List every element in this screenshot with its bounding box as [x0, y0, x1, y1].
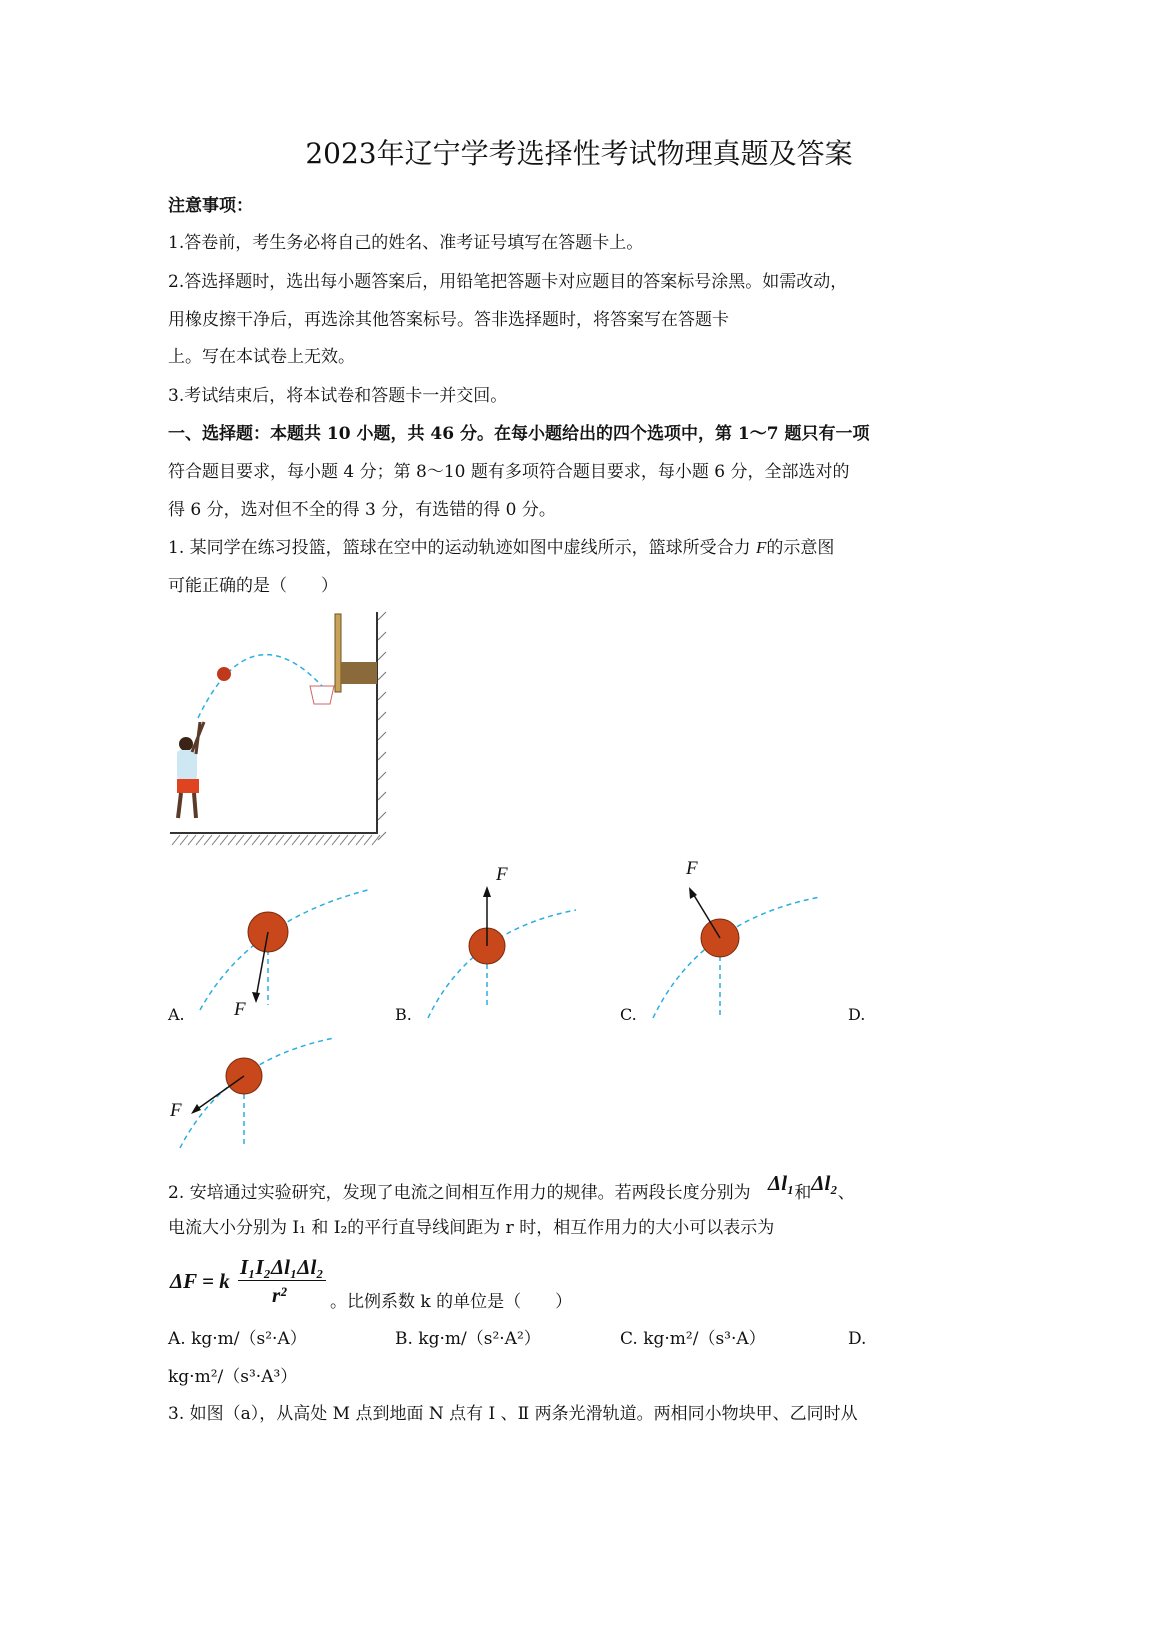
section-heading: 一、选择题：本题共 10 小题，共 46 分。在每小题给出的四个选项中，第 1～7 题只有一项 — [168, 424, 870, 444]
q2-option-c: C. kg·m²/（s³·A） — [620, 1329, 766, 1349]
q2-option-d-text: kg·m²/（s³·A³） — [168, 1367, 298, 1387]
option-c-figure — [653, 887, 820, 1018]
notice-item: 上。写在本试卷上无效。 — [168, 347, 355, 367]
option-d-figure — [180, 1038, 334, 1148]
q2-line1: 2. 安培通过实验研究，发现了电流之间相互作用力的规律。若两段长度分别为 — [168, 1183, 751, 1203]
option-b-figure — [428, 886, 576, 1018]
force-label: F — [170, 1100, 182, 1121]
q2-and: 和 — [794, 1183, 812, 1203]
formula-lhs: ΔF = k — [170, 1269, 230, 1293]
notice-item: 1.答卷前，考生务必将自己的姓名、准考证号填写在答题卡上。 — [168, 233, 644, 253]
option-b-label: B. — [395, 1005, 412, 1024]
force-label: F — [496, 864, 508, 885]
force-label: F — [234, 999, 246, 1020]
option-d-label: D. — [848, 1005, 866, 1024]
basketball-scene — [170, 612, 386, 845]
option-a-label: A. — [168, 1005, 185, 1024]
formula-numerator: I₁I₂Δl₁Δl₂ — [240, 1255, 324, 1279]
q1-line1b: 的示意图 — [766, 538, 835, 558]
notice-item: 用橡皮擦干净后，再选涂其他答案标号。答非选择题时，将答案写在答题卡 — [168, 310, 729, 330]
q2-option-b: B. kg·m/（s²·A²） — [395, 1329, 541, 1349]
q2-text: 。比例系数 k 的单位是（ ） — [330, 1292, 573, 1312]
q3-text: 3. 如图（a），从高处 M 点到地面 N 点有 Ⅰ 、Ⅱ 两条光滑轨道。两相同小物块甲、乙同时从 — [168, 1404, 858, 1424]
notice-item: 2.答选择题时，选出每小题答案后，用铅笔把答题卡对应题目的答案标号涂黑。如需改动， — [168, 272, 848, 292]
q2-option-a: A. kg·m/（s²·A） — [168, 1329, 307, 1349]
q2-option-d: D. — [848, 1329, 867, 1349]
notice-item: 3.考试结束后，将本试卷和答题卡一并交回。 — [168, 386, 508, 406]
section-text: 符合题目要求，每小题 4 分；第 8～10 题有多项符合题目要求，每小题 6 分，全部选对的 — [168, 462, 850, 482]
q1-var: F — [756, 538, 767, 557]
option-c-label: C. — [620, 1005, 637, 1024]
q1-line1: 1. 某同学在练习投篮，篮球在空中的运动轨迹如图中虚线所示，篮球所受合力 — [168, 538, 757, 558]
option-a-figure — [200, 890, 368, 1010]
q2-dl1: Δl₁ — [768, 1171, 795, 1195]
page-title: 2023年辽宁学考选择性考试物理真题及答案 — [305, 137, 853, 170]
q1-text: 可能正确的是（ ） — [168, 576, 338, 596]
section-text: 得 6 分，选对但不全的得 3 分，有选错的得 0 分。 — [168, 500, 556, 520]
q2-text — [168, 1171, 855, 1205]
force-label: F — [686, 858, 698, 879]
formula-denominator: r² — [272, 1283, 287, 1307]
q2-text: 电流大小分别为 I₁ 和 I₂的平行直导线间距为 r 时，相互作用力的大小可以表示为 — [168, 1218, 775, 1238]
q2-dl2: Δl₂ — [811, 1171, 838, 1195]
notice-heading: 注意事项： — [168, 196, 253, 216]
q2-sep: 、 — [837, 1183, 855, 1203]
